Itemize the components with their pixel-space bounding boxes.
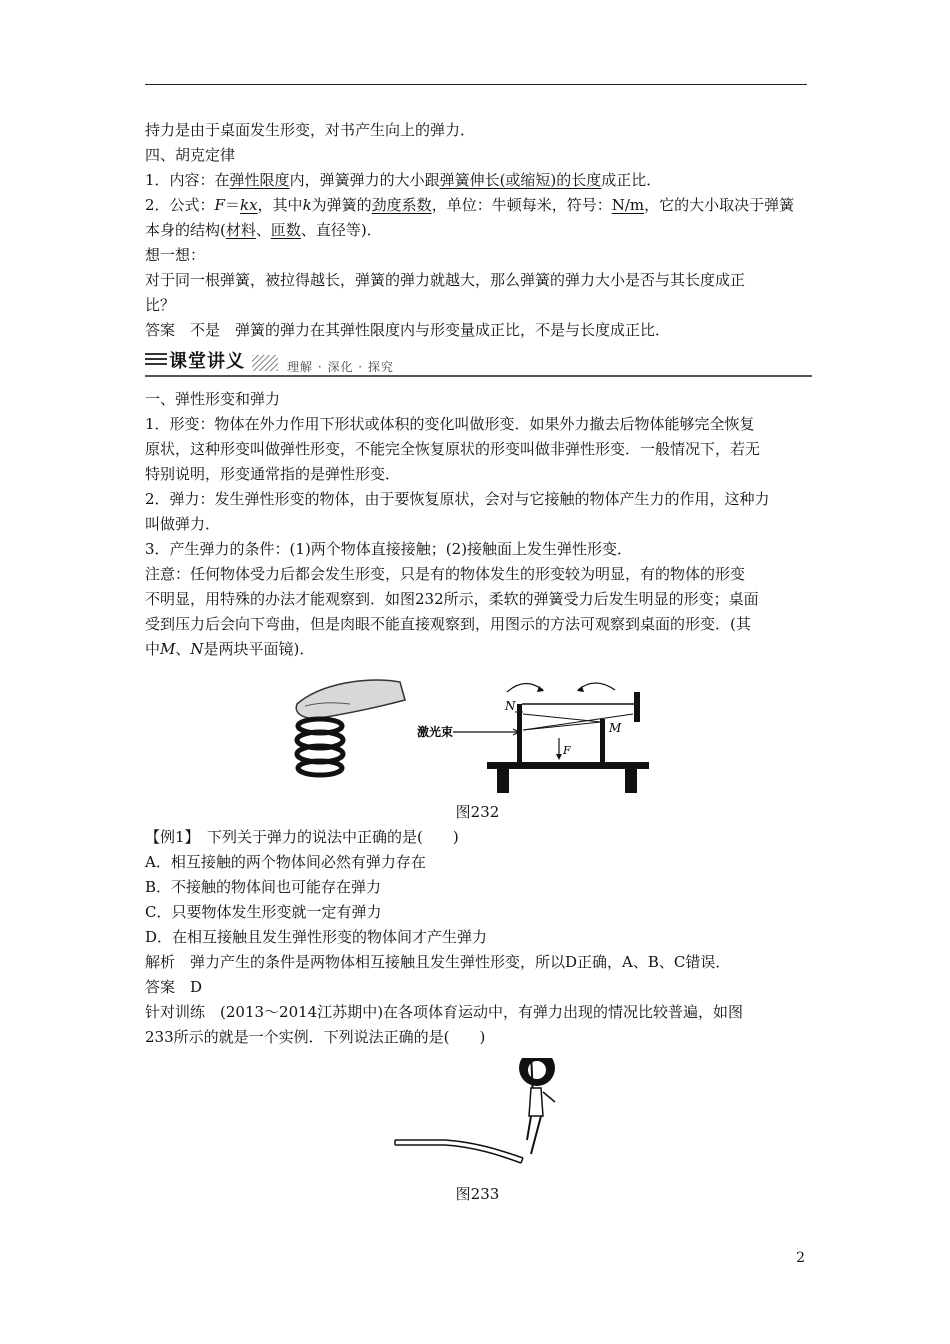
laser-label: 激光束 [417, 725, 454, 739]
text-line: 对于同一根弹簧，被拉得越长，弹簧的弹力就越大，那么弹簧的弹力大小是否与其长度成正 [145, 271, 746, 289]
section-underline [145, 375, 812, 377]
text-line: 叫做弹力． [145, 515, 221, 533]
figure-233-caption: 图233 [455, 1185, 500, 1203]
section-hatch-decoration [252, 355, 278, 371]
option-d: D．在相互接触且发生弹性形变的物体间才产生弹力 [145, 928, 488, 946]
section-title: 课堂讲义 [169, 351, 245, 372]
diver-figure [519, 1058, 555, 1154]
page-number: 2 [796, 1250, 805, 1266]
text-line: 一、弹性形变和弹力 [145, 390, 281, 408]
answer-line: 答案 D [145, 978, 203, 996]
section-lines-icon [145, 353, 167, 369]
text-line: 1．内容：在弹性限度内，弹簧弹力的大小跟弹簧伸长(或缩短)的长度成正比． [145, 171, 662, 189]
text-line: 受到压力后会向下弯曲，但是肉眼不能直接观察到，用图示的方法可观察到桌面的形变．(其 [145, 615, 751, 633]
example-question: 【例1】 下列关于弹力的说法中正确的是( ) [145, 828, 459, 846]
hand-illustration [296, 680, 405, 718]
option-a: A．相互接触的两个物体间必然有弹力存在 [145, 853, 426, 871]
mirror-m-label: M [609, 721, 622, 735]
text-line: 3．产生弹力的条件：(1)两个物体直接接触；(2)接触面上发生弹性形变． [145, 540, 633, 558]
answer-line: 答案 不是 弹簧的弹力在其弹性限度内与形变量成正比，不是与长度成正比． [145, 321, 671, 339]
text-line: 特别说明，形变通常指的是弹性形变． [145, 465, 401, 483]
text-line: 持力是由于桌面发生形变，对书产生向上的弹力． [145, 121, 476, 139]
diving-board [395, 1140, 523, 1163]
diving-board-diagram [145, 1058, 810, 1178]
heading-hooke-law: 四、胡克定律 [145, 146, 236, 164]
text-line: 本身的结构(材料、匝数、直径等)． [145, 221, 382, 239]
text-line: 注意：任何物体受力后都会发生形变，只是有的物体发生的形变较为明显，有的物体的形变 [145, 565, 746, 583]
header-rule [145, 84, 807, 85]
text-line: 原状，这种形变叫做弹性形变，不能完全恢复原状的形变叫做非弹性形变．一般情况下，若无 [145, 440, 761, 458]
text-line: 想一想： [145, 246, 206, 264]
coil-spring [297, 719, 343, 775]
text-line: 不明显，用特殊的办法才能观察到．如图232所示，柔软的弹簧受力后发生明显的形变；桌面 [145, 590, 759, 608]
text-line: 2．弹力：发生弹性形变的物体，由于要恢复原状，会对与它接触的物体产生力的作用，这种力 [145, 490, 770, 508]
page-content [145, 118, 810, 1207]
analysis-line: 解析 弹力产生的条件是两物体相互接触且发生弹性形变，所以D正确，A、B、C错误． [145, 953, 731, 971]
text-line: 中M、N是两块平面镜)． [145, 640, 315, 658]
spring-and-mirror-diagram [145, 674, 810, 794]
option-c: C．只要物体发生形变就一定有弹力 [145, 903, 382, 921]
figure-233 [145, 1058, 810, 1178]
table-mirror-setup [453, 683, 649, 793]
text-line: 2．公式：F＝kx，其中k为弹簧的劲度系数，单位：牛顿每米，符号：N/m，它的大小取决于弹簧 [145, 196, 795, 214]
section-header [145, 347, 810, 377]
option-b: B．不接触的物体间也可能存在弹力 [145, 878, 382, 896]
practice-line: 针对训练 (2013～2014江苏期中)在各项体育运动中，有弹力出现的情况比较普遍，如图 [145, 1003, 744, 1021]
mirror-n-label: N [505, 699, 516, 713]
force-f-label: F [563, 744, 571, 757]
practice-line: 233所示的就是一个实例．下列说法正确的是( ) [145, 1028, 486, 1046]
figure-232-caption: 图232 [455, 803, 500, 821]
section-subtitle: 理解 · 深化 · 探究 [287, 360, 394, 374]
text-line: 1．形变：物体在外力作用下形状或体积的变化叫做形变．如果外力撤去后物体能够完全恢复 [145, 415, 755, 433]
figure-232 [145, 674, 810, 794]
text-line: 比？ [145, 296, 176, 314]
